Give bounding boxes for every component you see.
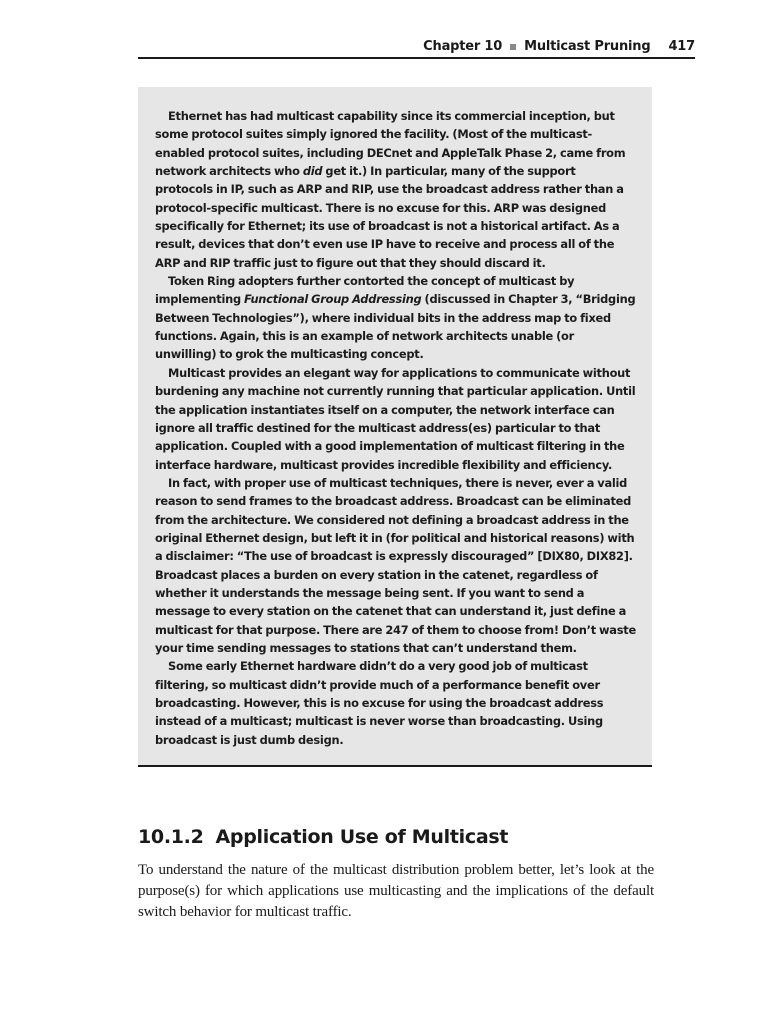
sidebar-paragraph: In fact, with proper use of multicast techniques, there is never, ever a valid reason to send frames to the broadcast address. Broadcast can be eliminated from the architecture. We considered not defining a broadcast address in the original Ethernet design, but left it in (for political and historical reasons) with a disclaimer: “The use of broadcast is expressly discouraged” [DIX80, DIX82]. Broadcast places a burden on every station in the catenet, regardless of whether it understands the message being sent. If you want to send a message to every station on the catenet that can understand it, just define a multicast for that purpose. There are 247 of them to choose from! Don’t waste your time sending messages to stations that can’t understand them. bbox=[155, 475, 636, 655]
running-header bbox=[138, 35, 695, 59]
sidebar-paragraph bbox=[155, 107, 636, 272]
square-bullet-icon bbox=[510, 44, 516, 50]
section-title: Application Use of Multicast bbox=[215, 826, 509, 848]
sidebar-text: get it.) In particular, many of the support protocols in IP, such as ARP and RIP, use the broadcast address rather than a protocol-specific multicast. There is no excuse for this. ARP was designed specifically for Ethernet; its use of broadcast is not a historical artifact. As a result, devices that don’t even use IP have to receive and process all of the ARP and RIP traffic just to figure out that they should discard it. bbox=[155, 164, 624, 270]
sidebar-box bbox=[138, 87, 652, 767]
body-paragraph: To understand the nature of the multicast distribution problem better, let’s look at the purpose(s) for which applications use multicasting and the implications of the default switch behavior for multicast traffic. bbox=[138, 862, 654, 920]
section-heading bbox=[138, 826, 508, 848]
sidebar-text: Ethernet has had multicast capability since its commercial inception, but some protocol suites simply ignored the facility. (Most of the multicast-enabled protocol suites, including DECnet and AppleTalk Phase 2, came from network architects who bbox=[155, 109, 626, 179]
sidebar-paragraph: Multicast provides an elegant way for applications to communicate without burdening any machine not currently running that particular application. Until the application instantiates itself on a computer, the network interface can ignore all traffic destined for the multicast address(es) particular to that application. Coupled with a good implementation of multicast filtering in the interface hardware, multicast provides incredible flexibility and efficiency. bbox=[155, 365, 636, 472]
chapter-label: Chapter 10 bbox=[423, 38, 503, 54]
sidebar-paragraph: Some early Ethernet hardware didn’t do a very good job of multicast filtering, so multicast didn’t provide much of a performance benefit over broadcasting. However, this is no excuse for using the broadcast address instead of a multicast; multicast is never worse than broadcasting. Using broadcast is just dumb design. bbox=[155, 659, 604, 747]
sidebar-emphasis: Functional Group Addressing bbox=[244, 292, 422, 307]
page-number: 417 bbox=[668, 38, 695, 54]
section-number: 10.1.2 bbox=[138, 826, 204, 848]
sidebar-emphasis: did bbox=[302, 164, 323, 179]
sidebar-paragraph bbox=[155, 272, 636, 364]
sidebar-text: Token Ring adopters further contorted the concept of multicast by implementing bbox=[155, 274, 575, 307]
chapter-title: Multicast Pruning bbox=[524, 38, 651, 54]
sidebar-text: (discussed in Chapter 3, “Bridging Between Technologies”), where individual bits in the address map to fixed functions. Again, this is an example of network architects unable (or unwilling) to grok the multicasting concept. bbox=[155, 292, 636, 362]
